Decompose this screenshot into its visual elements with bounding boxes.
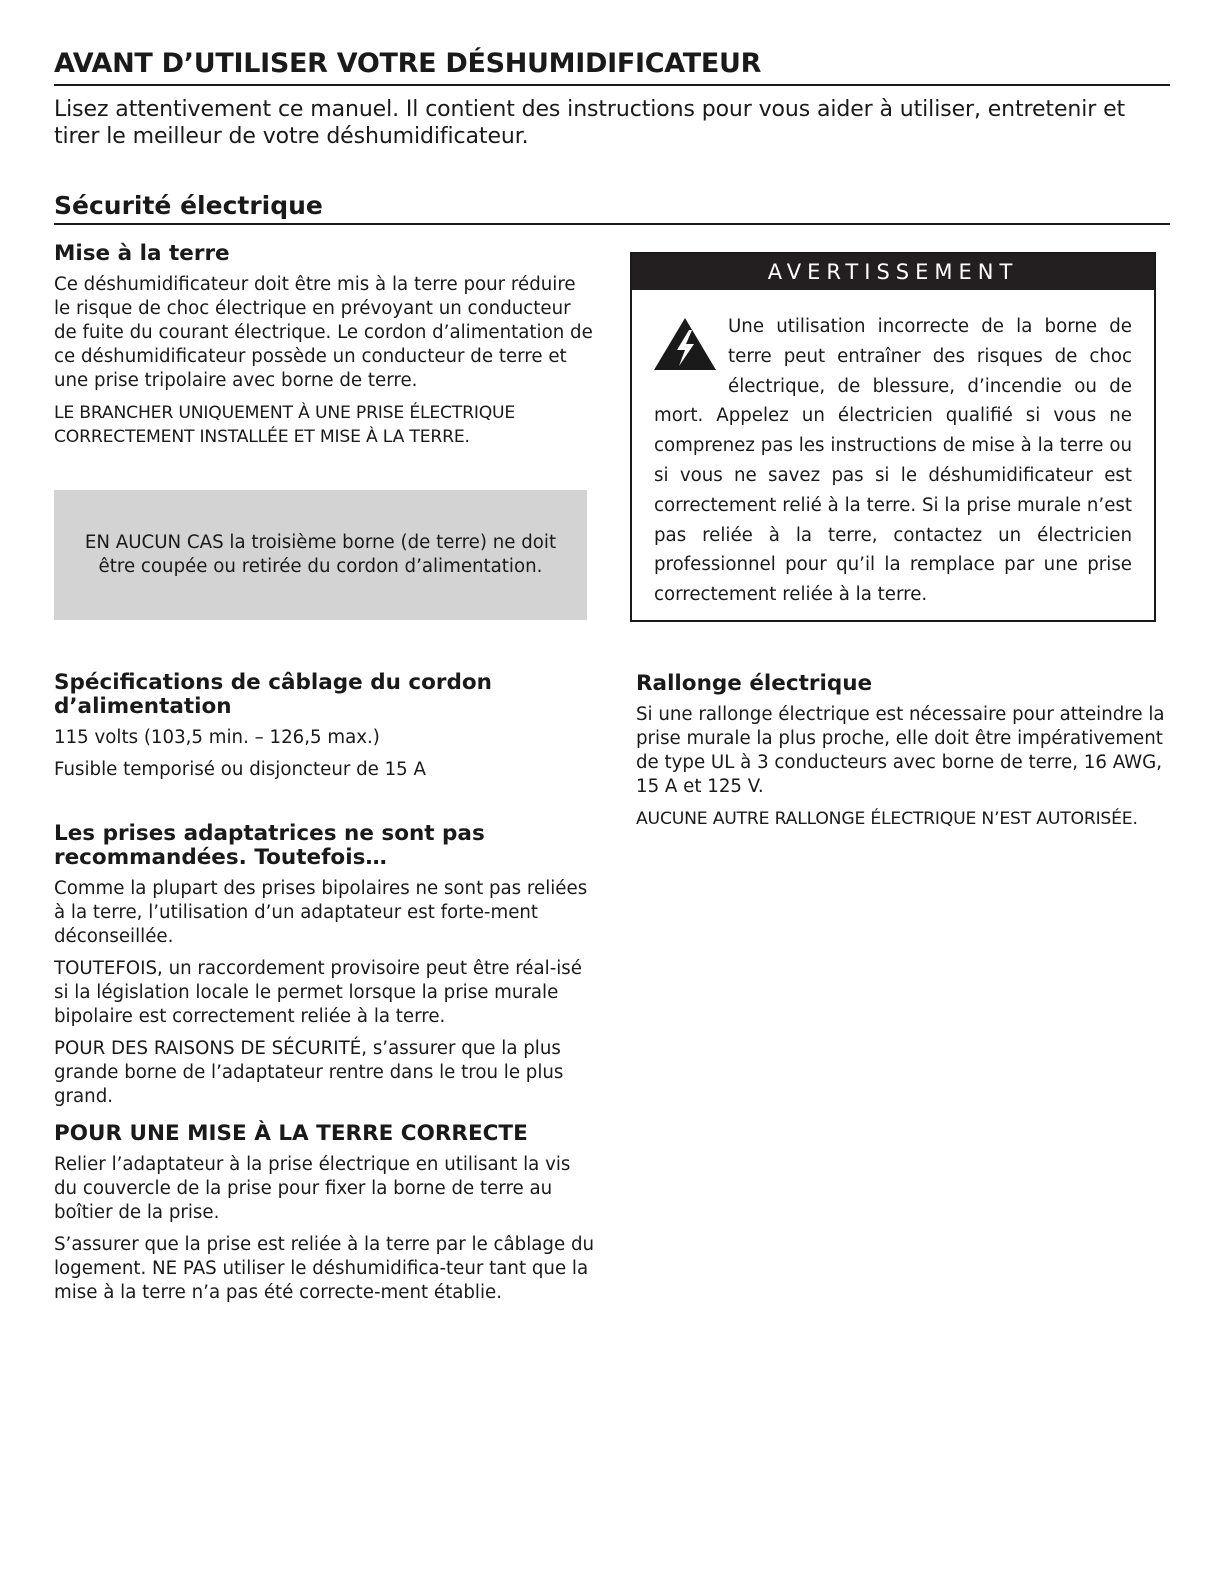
grounding-notice-box (54, 490, 587, 620)
grounding-notice-text: EN AUCUN CAS la troisième borne (de terre) ne doit être coupée ou retirée du cordon d’alimentation. (84, 532, 557, 577)
manual-page (54, 46, 1170, 1303)
adapters-paragraph-2: TOUTEFOIS, un raccordement provisoire peut être réal-isé si la législation locale le permet lorsque la prise murale bipolaire est correctement reliée à la terre. (54, 958, 582, 1027)
section-title: Sécurité électrique (54, 189, 1170, 225)
wiring-voltage: 115 volts (103,5 min. – 126,5 max.) (54, 727, 380, 748)
extension-heading: Rallonge électrique (636, 671, 873, 696)
warning-body (632, 290, 1154, 610)
adapters-section (54, 822, 594, 1117)
extension-caps-paragraph: AUCUNE AUTRE RALLONGE ÉLECTRIQUE N’EST AUTORISÉE. (636, 809, 1138, 829)
extension-section (636, 672, 1170, 839)
adapters-paragraph-1: Comme la plupart des prises bipolaires ne sont pas reliées à la terre, l’utilisation d’un adaptateur est forte-ment déconseillée. (54, 878, 588, 947)
wiring-section (54, 671, 594, 790)
adapters-heading: Les prises adaptatrices ne sont pas recommandées. Toutefois… (54, 821, 485, 870)
grounding-heading: Mise à la terre (54, 241, 230, 266)
grounding-paragraph: Ce déshumidificateur doit être mis à la terre pour réduire le risque de choc électrique en prévoyant un conducteur de fuite du courant électrique. Le cordon d’alimentation de ce déshumidificateur possède un conducteur de terre et une prise tripolaire avec borne de terre. (54, 274, 593, 391)
adapters-paragraph-3: POUR DES RAISONS DE SÉCURITÉ, s’assurer que la plus grande borne de l’adaptateur rentre dans le trou le plus grand. (54, 1038, 564, 1107)
warning-box (630, 252, 1156, 622)
proper-ground-paragraph-2: S’assurer que la prise est reliée à la terre par le câblage du logement. NE PAS utiliser le déshumidifica-teur tant que la mise à la terre n’a pas été correcte-ment établie. (54, 1234, 595, 1303)
wiring-heading: Spécifications de câblage du cordon d’alimentation (54, 670, 492, 719)
grounding-section (54, 242, 594, 457)
proper-ground-section (54, 1122, 594, 1313)
warning-text: Une utilisation incorrecte de la borne de terre peut entraîner des risques de choc électrique, de blessure, d’incendie ou de mort. Appelez un électricien qualifié si vous ne comprenez pas les instructions de mise à la terre ou si vous ne savez pas si le déshumidificateur est correctement relié à la terre. Si la prise murale n’est pas reliée à la terre, contactez un électricien professionnel pour qu’il la remplace par une prise correctement reliée à la terre. (654, 316, 1132, 606)
electrical-hazard-icon (652, 316, 718, 372)
extension-paragraph: Si une rallonge électrique est nécessaire pour atteindre la prise murale la plus proche, elle doit être impérativement de type UL à 3 conducteurs avec borne de terre, 16 AWG, 15 A et 125 V. (636, 704, 1165, 797)
page-title: AVANT D’UTILISER VOTRE DÉSHUMIDIFICATEUR (54, 46, 1170, 86)
warning-header: AVERTISSEMENT (632, 254, 1154, 290)
proper-ground-paragraph-1: Relier l’adaptateur à la prise électrique en utilisant la vis du couvercle de la prise pour fixer la borne de terre au boîtier de la prise. (54, 1154, 571, 1223)
intro-paragraph: Lisez attentivement ce manuel. Il contient des instructions pour vous aider à utiliser, entretenir et tirer le meilleur de votre déshumidificateur. (54, 97, 1126, 149)
proper-ground-heading: POUR UNE MISE À LA TERRE CORRECTE (54, 1121, 528, 1146)
wiring-fuse: Fusible temporisé ou disjoncteur de 15 A (54, 759, 426, 780)
grounding-caps-paragraph: LE BRANCHER UNIQUEMENT À UNE PRISE ÉLECTRIQUE CORRECTEMENT INSTALLÉE ET MISE À LA TERRE. (54, 403, 516, 447)
